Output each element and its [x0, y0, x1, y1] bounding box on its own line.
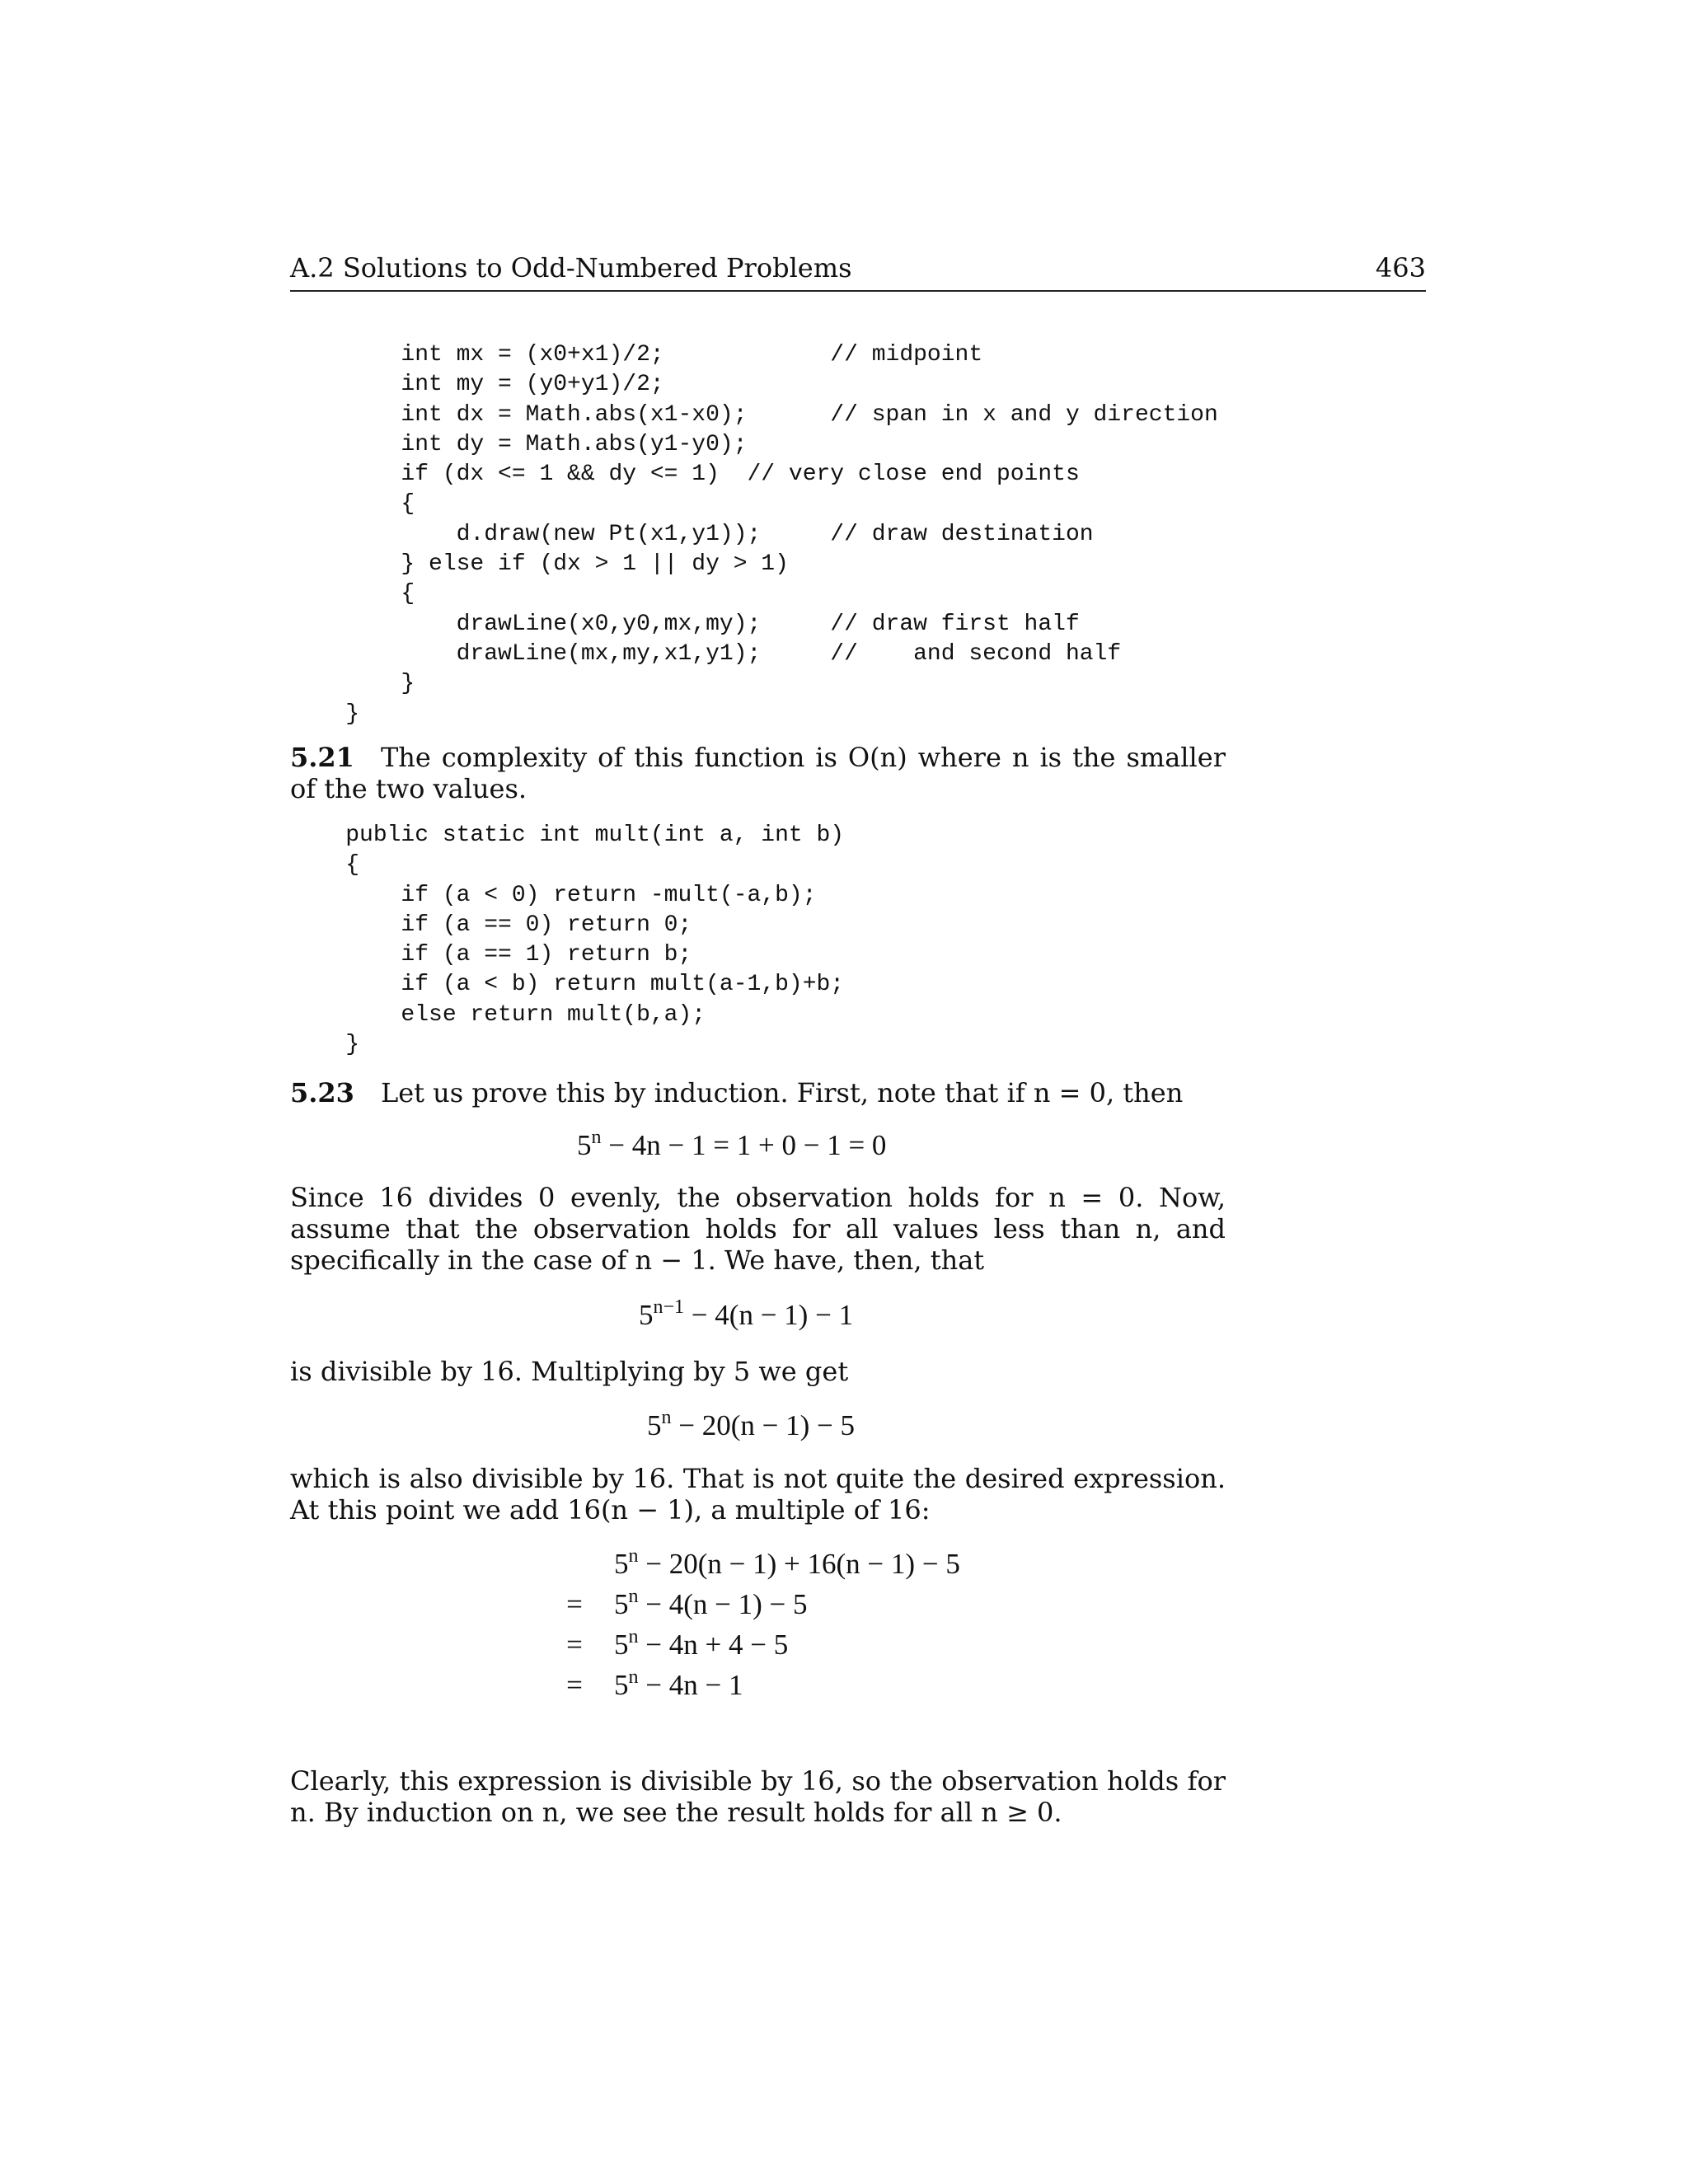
code-line: int dy = Math.abs(y1-y0); [290, 431, 748, 457]
equation-derivation [552, 1545, 1014, 1709]
code-line: { [290, 852, 360, 879]
problem-label: 5.21 [290, 742, 354, 773]
code-line: else return mult(b,a); [290, 1001, 706, 1028]
paragraph-add-multiple: which is also divisible by 16. That is not quite the desired expression. At this point we add 16(n − 1), a multiple of 16: [290, 1463, 1226, 1526]
code-line: } [290, 701, 360, 727]
code-line: drawLine(mx,my,x1,y1); // and second half [290, 640, 1122, 667]
equation-line [552, 1666, 1014, 1709]
code-line: if (dx <= 1 && dy <= 1) // very close end points [290, 462, 1080, 488]
code-line: drawLine(x0,y0,mx,my); // draw first half [290, 611, 1080, 637]
equation-line [552, 1588, 1014, 1629]
equation-relation: = [566, 1588, 583, 1620]
code-line: public static int mult(int a, int b) [290, 823, 845, 848]
page-number: 463 [1375, 252, 1426, 284]
running-header [290, 251, 1426, 292]
code-block-drawline [290, 340, 1218, 729]
code-line: { [290, 581, 415, 607]
code-line: int my = (y0+y1)/2; [290, 372, 664, 398]
equation-relation: = [566, 1629, 583, 1661]
intro-text: Let us prove this by induction. First, note that if n = 0, then [380, 1077, 1184, 1108]
code-line: int dx = Math.abs(x1-x0); // span in x and y direction [290, 401, 1218, 428]
code-line: } [290, 671, 415, 697]
code-line: { [290, 491, 415, 518]
code-line: int mx = (x0+x1)/2; // midpoint [290, 342, 983, 368]
paragraph-multiply: is divisible by 16. Multiplying by 5 we get [290, 1356, 849, 1387]
code-line: if (a < 0) return -mult(-a,b); [290, 882, 817, 908]
equation-expression: $5^n - 4n + 4 - 5$ [614, 1626, 789, 1661]
equation-expression: $5^n - 20(n - 1) + 16(n - 1) - 5$ [614, 1545, 960, 1580]
problem-5-21 [290, 742, 1226, 804]
code-line: if (a == 0) return 0; [290, 912, 692, 938]
code-line: if (a < b) return mult(a-1,b)+b; [290, 972, 845, 998]
code-block-mult [290, 821, 844, 1060]
equation-hypothesis: $5^{n-1} - 4(n - 1) - 1$ [639, 1296, 854, 1331]
paragraph-conclusion: Clearly, this expression is divisible by 16, so the observation holds for n. By induction on n, we see the result holds for all n ≥ 0. [290, 1765, 1226, 1828]
code-line: } [290, 1032, 360, 1058]
equation-relation: = [566, 1669, 583, 1701]
code-line: d.draw(new Pt(x1,y1)); // draw destination [290, 521, 1094, 547]
code-line: if (a == 1) return b; [290, 942, 692, 968]
equation-multiplied: $5^n - 20(n - 1) - 5$ [647, 1407, 856, 1441]
equation-expression: $5^n - 4(n - 1) - 5$ [614, 1586, 808, 1620]
section-title: A.2 Solutions to Odd-Numbered Problems [290, 252, 852, 284]
problem-text: The complexity of this function is O(n) where n is the smaller of the two values. [290, 742, 1226, 804]
paragraph-induction-hypothesis: Since 16 divides 0 evenly, the observation holds for n = 0. Now, assume that the observation holds for all values less than n, and specifically in the case of n − 1. We have, then, that [290, 1182, 1226, 1276]
code-line: } else if (dx > 1 || dy > 1) [290, 551, 789, 578]
equation-expression: $5^n - 4n - 1$ [614, 1666, 743, 1701]
equation-line [552, 1626, 1014, 1669]
equation-line [552, 1545, 1014, 1588]
problem-5-23-intro [290, 1077, 1226, 1108]
equation-base-case: $5^n - 4n - 1 = 1 + 0 - 1 = 0$ [577, 1127, 887, 1161]
problem-label: 5.23 [290, 1077, 354, 1108]
